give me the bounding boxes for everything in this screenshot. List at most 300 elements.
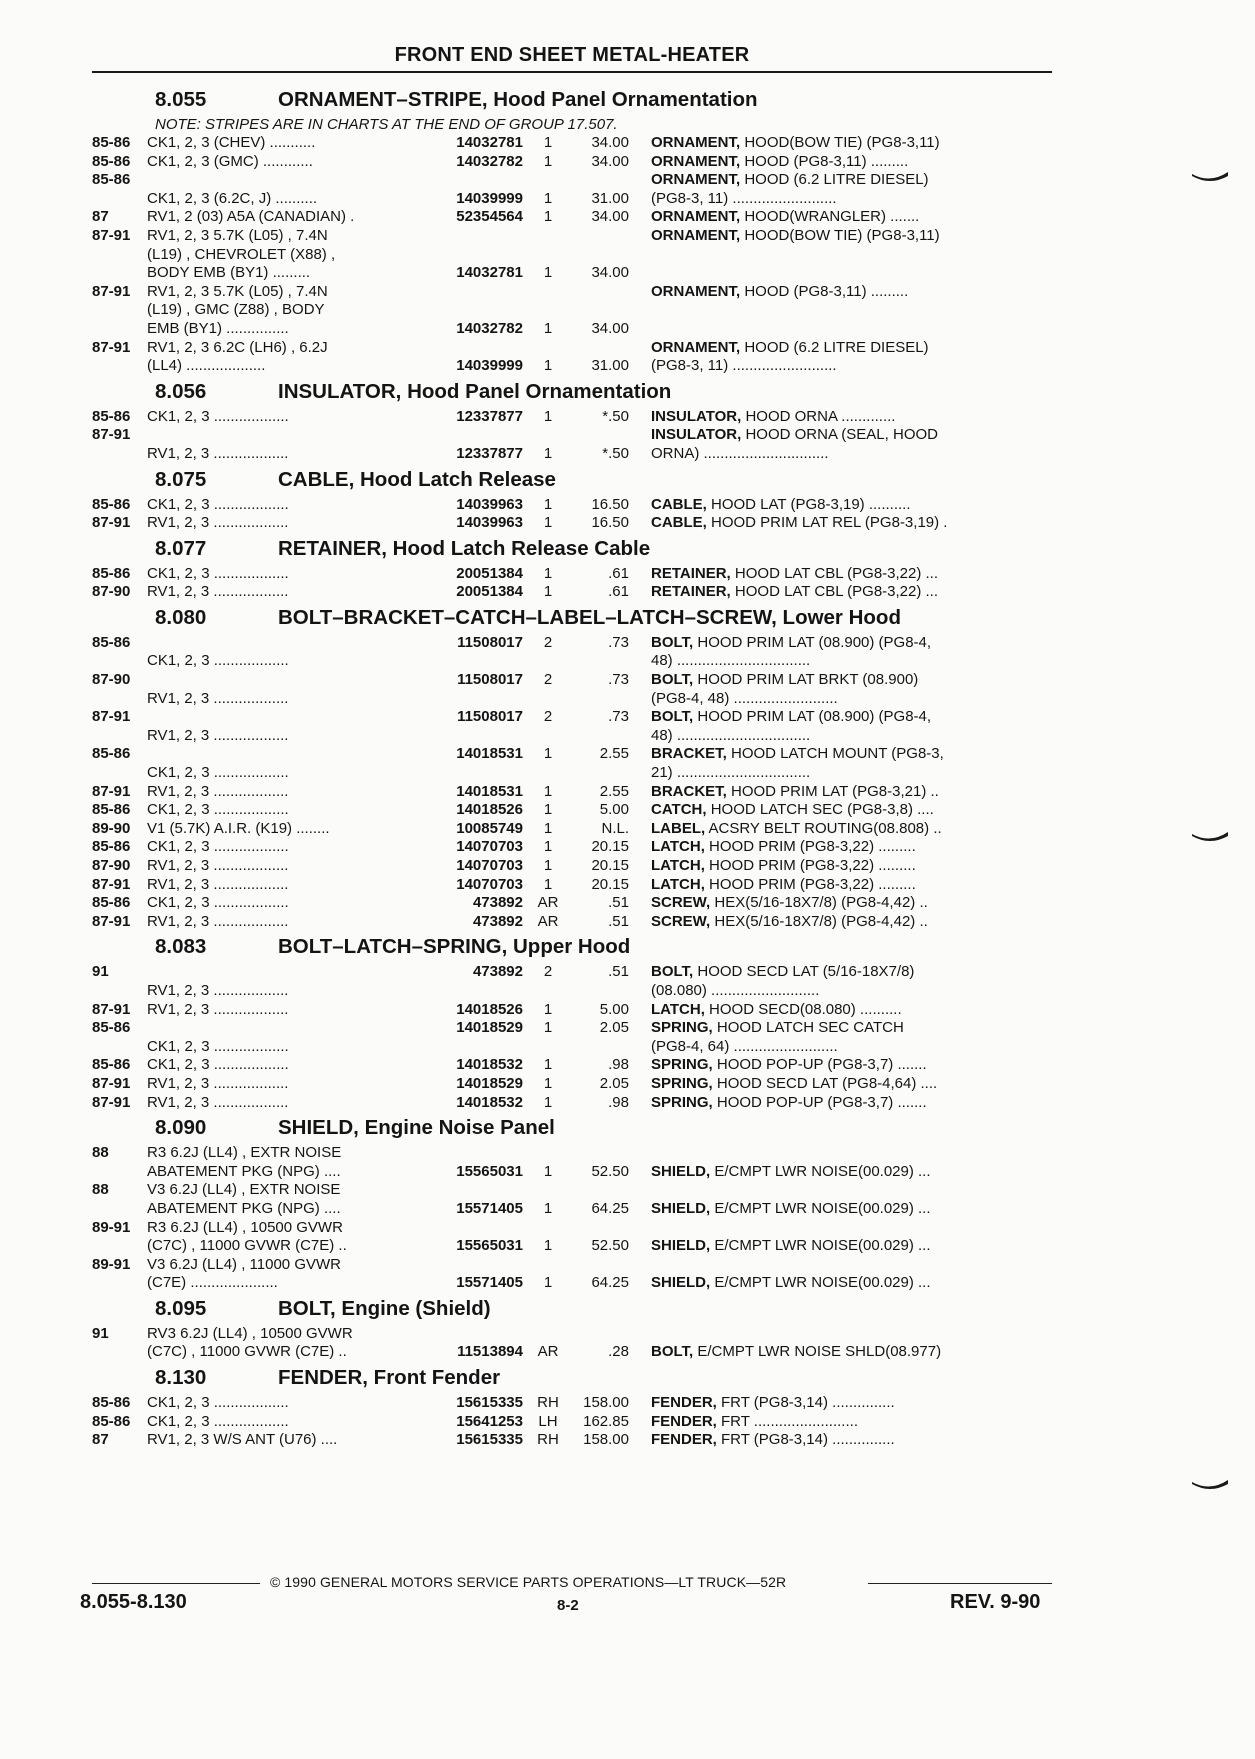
price: 158.00 bbox=[583, 1431, 629, 1449]
part-number: 14070703 bbox=[456, 875, 523, 893]
model-years: 91 bbox=[92, 1324, 109, 1342]
part-number: 14018532 bbox=[456, 1056, 523, 1074]
model-years: 87-91 bbox=[92, 912, 131, 930]
application-description: V3 6.2J (LL4) , EXTR NOISE ABATEMENT PKG (NPG) .... bbox=[147, 1181, 341, 1217]
part-name-detail: E/CMPT LWR NOISE(00.029) ... bbox=[710, 1162, 931, 1180]
part-name bbox=[651, 913, 1052, 932]
part-number: 14039963 bbox=[456, 514, 523, 532]
price: .73 bbox=[608, 671, 629, 689]
footer-rule-right bbox=[868, 1583, 1052, 1584]
price: .98 bbox=[608, 1093, 629, 1111]
part-name bbox=[651, 838, 1052, 857]
part-name-noun: ORNAMENT, bbox=[651, 134, 741, 151]
parts-row bbox=[92, 913, 1052, 932]
part-number: 14018532 bbox=[456, 1093, 523, 1111]
application-description: R3 6.2J (LL4) , EXTR NOISE ABATEMENT PKG (NPG) .... bbox=[147, 1144, 342, 1180]
application-description: CK1, 2, 3 .................. bbox=[147, 764, 289, 782]
part-number: 14070703 bbox=[456, 838, 523, 856]
part-name-noun: CABLE, bbox=[651, 514, 707, 532]
model-years: 87-91 bbox=[92, 1000, 131, 1018]
model-years: 85-86 bbox=[92, 838, 131, 856]
quantity: 1 bbox=[543, 1074, 553, 1092]
part-name bbox=[651, 339, 1052, 376]
part-name bbox=[651, 1413, 1052, 1432]
price: 5.00 bbox=[599, 801, 629, 819]
quantity: 1 bbox=[543, 152, 553, 170]
part-name-detail: HOOD (PG8-3,11) ......... bbox=[740, 152, 909, 170]
binder-hole-mark bbox=[1190, 1478, 1230, 1492]
parts-row bbox=[92, 1144, 1052, 1181]
price: .28 bbox=[608, 1343, 629, 1361]
parts-row bbox=[92, 565, 1052, 584]
quantity: 2 bbox=[543, 708, 553, 726]
price: 158.00 bbox=[583, 1394, 629, 1412]
part-name bbox=[651, 1001, 1052, 1020]
model-years: 87-91 bbox=[92, 875, 131, 893]
part-name-noun: INSULATOR, bbox=[651, 407, 742, 425]
quantity: 1 bbox=[543, 1056, 553, 1074]
part-name-detail: HOOD LAT (PG8-3,19) .......... bbox=[706, 495, 911, 513]
parts-row bbox=[92, 208, 1052, 227]
parts-row bbox=[92, 876, 1052, 895]
part-name bbox=[651, 496, 1052, 515]
model-years: 91 bbox=[92, 963, 109, 981]
application-description: RV1, 2, 3 .................. bbox=[147, 912, 289, 930]
model-years: 85-86 bbox=[92, 134, 131, 151]
quantity: 1 bbox=[543, 801, 553, 819]
part-number: 14018529 bbox=[456, 1019, 523, 1037]
quantity: 1 bbox=[543, 264, 553, 282]
part-number: 14032781 bbox=[456, 134, 523, 151]
footer-copyright: © 1990 GENERAL MOTORS SERVICE PARTS OPERATIONS—LT TRUCK—52R bbox=[270, 1574, 787, 1590]
part-name-detail: HOOD LATCH SEC (PG8-3,8) .... bbox=[706, 801, 934, 819]
part-name-noun: SHIELD, bbox=[651, 1237, 711, 1255]
application-description: RV1, 2, 3 .................. bbox=[147, 1074, 289, 1092]
quantity: 1 bbox=[543, 1093, 553, 1111]
quantity: RH bbox=[537, 1394, 559, 1412]
part-name bbox=[651, 408, 1052, 427]
quantity: 1 bbox=[543, 407, 553, 425]
part-name bbox=[651, 1237, 1052, 1256]
application-description: RV1, 2, 3 5.7K (L05) , 7.4N (L19) , GMC (Z88) , BODY EMB (BY1) ............... bbox=[147, 282, 328, 337]
part-name-detail: HOOD LATCH MOUNT (PG8-3, 21) ................................ bbox=[651, 745, 944, 782]
model-years: 88 bbox=[92, 1144, 109, 1162]
application-description: RV1, 2, 3 .................. bbox=[147, 981, 289, 999]
price: 16.50 bbox=[591, 514, 629, 532]
part-number: 11513894 bbox=[457, 1343, 523, 1361]
part-name-noun: ORNAMENT, bbox=[651, 152, 741, 170]
part-name-detail: HOOD (PG8-3,11) ......... bbox=[740, 282, 909, 300]
part-name bbox=[651, 783, 1052, 802]
part-number: 11508017 bbox=[457, 708, 523, 726]
part-name bbox=[651, 426, 1052, 463]
parts-row bbox=[92, 408, 1052, 427]
model-years: 85-86 bbox=[92, 1056, 131, 1074]
quantity: 1 bbox=[543, 514, 553, 532]
parts-row bbox=[92, 1394, 1052, 1413]
parts-row bbox=[92, 671, 1052, 708]
part-number: 473892 bbox=[472, 894, 523, 912]
part-number: 14018531 bbox=[456, 782, 523, 800]
price: 31.00 bbox=[591, 189, 629, 207]
application-description: CK1, 2, 3 .................. bbox=[147, 652, 289, 670]
part-name-noun: BOLT, bbox=[651, 708, 694, 726]
price: 16.50 bbox=[591, 495, 629, 513]
quantity: LH bbox=[538, 1412, 558, 1430]
part-name bbox=[651, 1056, 1052, 1075]
section-heading bbox=[92, 537, 1052, 565]
price: 2.55 bbox=[599, 782, 629, 800]
application-description: RV1, 2, 3 .................. bbox=[147, 1000, 289, 1018]
model-years: 89-91 bbox=[92, 1218, 131, 1236]
part-number: 14039999 bbox=[456, 357, 523, 375]
part-name bbox=[651, 227, 1052, 246]
part-name-noun: SPRING, bbox=[651, 1019, 713, 1037]
application-description: V3 6.2J (LL4) , 11000 GVWR (C7E) ..................... bbox=[147, 1255, 341, 1292]
model-years: 87-91 bbox=[92, 708, 131, 726]
application-description: CK1, 2, 3 .................. bbox=[147, 495, 289, 513]
price: 2.05 bbox=[599, 1074, 629, 1092]
price: 34.00 bbox=[591, 264, 629, 282]
section-number: 8.056 bbox=[155, 379, 207, 403]
parts-row bbox=[92, 496, 1052, 515]
price: .51 bbox=[608, 912, 629, 930]
quantity: 1 bbox=[543, 319, 553, 337]
part-name-detail: HOOD PRIM (PG8-3,22) ......... bbox=[704, 838, 916, 856]
part-name-detail: HOOD(BOW TIE) (PG8-3,11) bbox=[740, 134, 940, 151]
part-number: 12337877 bbox=[456, 407, 523, 425]
price: 34.00 bbox=[591, 152, 629, 170]
application-description: RV1, 2, 3 .................. bbox=[147, 1093, 289, 1111]
parts-row bbox=[92, 1413, 1052, 1432]
parts-row bbox=[92, 1219, 1052, 1256]
parts-row bbox=[92, 745, 1052, 782]
part-name-noun: ORNAMENT, bbox=[651, 338, 741, 356]
application-description: CK1, 2, 3 .................. bbox=[147, 801, 289, 819]
application-description: RV1, 2, 3 W/S ANT (U76) .... bbox=[147, 1431, 338, 1449]
part-name-noun: INSULATOR, bbox=[651, 426, 742, 444]
parts-row bbox=[92, 857, 1052, 876]
part-name-detail: HOOD PRIM LAT (PG8-3,21) .. bbox=[726, 782, 939, 800]
quantity: 1 bbox=[543, 444, 553, 462]
parts-row bbox=[92, 1001, 1052, 1020]
price: N.L. bbox=[601, 819, 629, 837]
part-name-noun: SCREW, bbox=[651, 894, 711, 912]
part-name-detail: E/CMPT LWR NOISE SHLD(08.977) bbox=[693, 1343, 942, 1361]
parts-row bbox=[92, 634, 1052, 671]
parts-row bbox=[92, 227, 1052, 283]
price: 64.25 bbox=[591, 1199, 629, 1217]
part-number: 14032782 bbox=[456, 319, 523, 337]
parts-row bbox=[92, 708, 1052, 745]
price: 2.05 bbox=[599, 1019, 629, 1037]
quantity: 1 bbox=[543, 819, 553, 837]
section-number: 8.083 bbox=[155, 935, 207, 959]
part-name bbox=[651, 1274, 1052, 1293]
parts-row bbox=[92, 514, 1052, 533]
footer-revision: REV. 9-90 bbox=[950, 1591, 1041, 1613]
part-name-noun: RETAINER, bbox=[651, 583, 731, 601]
part-number: 15565031 bbox=[456, 1237, 523, 1255]
quantity: AR bbox=[537, 894, 559, 912]
parts-row bbox=[92, 1056, 1052, 1075]
price: 2.55 bbox=[599, 745, 629, 763]
part-name-detail: HOOD LAT CBL (PG8-3,22) ... bbox=[730, 564, 939, 582]
quantity: 1 bbox=[543, 838, 553, 856]
parts-row bbox=[92, 426, 1052, 463]
part-name-detail: HOOD PRIM LAT REL (PG8-3,19) . bbox=[706, 514, 948, 532]
parts-row bbox=[92, 1256, 1052, 1293]
model-years: 85-86 bbox=[92, 1019, 131, 1037]
binder-hole-mark bbox=[1190, 830, 1230, 844]
part-name-noun: SCREW, bbox=[651, 912, 711, 930]
part-number: 14018526 bbox=[456, 1000, 523, 1018]
part-name-detail: HOOD SECD LAT (PG8-4,64) .... bbox=[712, 1074, 938, 1092]
application-description: R3 6.2J (LL4) , 10500 GVWR (C7C) , 11000 GVWR (C7E) .. bbox=[147, 1218, 347, 1255]
section-title: FENDER, Front Fender bbox=[278, 1366, 501, 1390]
quantity: AR bbox=[537, 1343, 559, 1361]
part-name bbox=[651, 801, 1052, 820]
part-name bbox=[651, 134, 1052, 153]
part-name-detail: FRT (PG8-3,14) ............... bbox=[716, 1394, 895, 1412]
model-years: 85-86 bbox=[92, 801, 131, 819]
parts-row bbox=[92, 1431, 1052, 1450]
part-name bbox=[651, 894, 1052, 913]
section-title: BOLT–LATCH–SPRING, Upper Hood bbox=[278, 935, 631, 959]
model-years: 85-86 bbox=[92, 745, 131, 763]
section-heading bbox=[92, 468, 1052, 496]
part-number: 14039999 bbox=[456, 189, 523, 207]
part-name-detail: E/CMPT LWR NOISE(00.029) ... bbox=[710, 1274, 931, 1292]
part-number: 15571405 bbox=[456, 1274, 523, 1292]
part-name bbox=[651, 565, 1052, 584]
part-name-detail: HOOD(WRANGLER) ....... bbox=[740, 208, 920, 226]
model-years: 85-86 bbox=[92, 152, 131, 170]
parts-row bbox=[92, 783, 1052, 802]
part-number: 14018526 bbox=[456, 801, 523, 819]
part-name bbox=[651, 876, 1052, 895]
part-name-detail: HOOD LATCH SEC CATCH (PG8-4, 64) ......................... bbox=[651, 1019, 904, 1055]
part-name bbox=[651, 283, 1052, 302]
part-name-detail: HOOD LAT CBL (PG8-3,22) ... bbox=[730, 583, 939, 601]
part-name bbox=[651, 708, 1052, 745]
section-heading bbox=[92, 606, 1052, 634]
section-heading bbox=[92, 1297, 1052, 1325]
model-years: 85-86 bbox=[92, 171, 131, 189]
part-number: 20051384 bbox=[456, 583, 523, 601]
part-name bbox=[651, 171, 1052, 208]
price: 34.00 bbox=[591, 208, 629, 226]
application-description: CK1, 2, 3 .................. bbox=[147, 1037, 289, 1055]
price: .73 bbox=[608, 633, 629, 651]
application-description: CK1, 2, 3 .................. bbox=[147, 894, 289, 912]
model-years: 85-86 bbox=[92, 1394, 131, 1412]
price: *.50 bbox=[602, 444, 629, 462]
part-number: 20051384 bbox=[456, 564, 523, 582]
quantity: 1 bbox=[543, 564, 553, 582]
quantity: 1 bbox=[543, 745, 553, 763]
model-years: 87-91 bbox=[92, 426, 131, 444]
quantity: 1 bbox=[543, 208, 553, 226]
page-title: FRONT END SHEET METAL-HEATER bbox=[394, 44, 750, 66]
part-name bbox=[651, 153, 1052, 172]
part-name bbox=[651, 820, 1052, 839]
part-name-detail: HEX(5/16-18X7/8) (PG8-4,42) .. bbox=[710, 894, 928, 912]
part-name-noun: ORNAMENT, bbox=[651, 282, 741, 300]
part-name-noun: SPRING, bbox=[651, 1056, 713, 1074]
part-name-noun: SPRING, bbox=[651, 1093, 713, 1111]
part-name-noun: LATCH, bbox=[651, 857, 705, 874]
model-years: 85-86 bbox=[92, 407, 131, 425]
part-name-detail: HOOD (6.2 LITRE DIESEL) (PG8-3, 11) ......................... bbox=[651, 171, 929, 207]
section-heading bbox=[92, 88, 1052, 116]
application-description: V1 (5.7K) A.I.R. (K19) ........ bbox=[147, 819, 330, 837]
model-years: 87-91 bbox=[92, 1074, 131, 1092]
parts-row bbox=[92, 153, 1052, 172]
part-name-noun: ORNAMENT, bbox=[651, 208, 741, 226]
part-name-detail: HOOD ORNA (SEAL, HOOD ORNA) .............................. bbox=[651, 426, 938, 462]
part-name-noun: BRACKET, bbox=[651, 745, 727, 763]
part-name-detail: ACSRY BELT ROUTING(08.808) .. bbox=[705, 819, 942, 837]
part-name bbox=[651, 1075, 1052, 1094]
section-heading bbox=[92, 380, 1052, 408]
model-years: 85-86 bbox=[92, 1412, 131, 1430]
model-years: 85-86 bbox=[92, 633, 131, 651]
price: .98 bbox=[608, 1056, 629, 1074]
footer-section-range: 8.055-8.130 bbox=[80, 1591, 187, 1613]
part-name-noun: SHIELD, bbox=[651, 1162, 711, 1180]
model-years: 87-91 bbox=[92, 782, 131, 800]
part-name bbox=[651, 745, 1052, 782]
application-description: RV1, 2, 3 .................. bbox=[147, 583, 289, 601]
quantity: 2 bbox=[543, 633, 553, 651]
part-number: 15641253 bbox=[456, 1412, 523, 1430]
section-number: 8.090 bbox=[155, 1116, 207, 1140]
part-name-noun: ORNAMENT, bbox=[651, 226, 741, 244]
part-number: 12337877 bbox=[456, 444, 523, 462]
application-description: RV1, 2, 3 .................. bbox=[147, 782, 289, 800]
part-name-detail: FRT (PG8-3,14) ............... bbox=[716, 1431, 895, 1449]
part-name-noun: SPRING, bbox=[651, 1074, 713, 1092]
part-name-noun: LATCH, bbox=[651, 875, 705, 893]
parts-row bbox=[92, 963, 1052, 1000]
application-description: CK1, 2, 3 .................. bbox=[147, 1056, 289, 1074]
part-name-detail: E/CMPT LWR NOISE(00.029) ... bbox=[710, 1199, 931, 1217]
part-name-noun: FENDER, bbox=[651, 1394, 717, 1412]
section-heading bbox=[92, 1116, 1052, 1144]
price: 5.00 bbox=[599, 1000, 629, 1018]
quantity: 1 bbox=[543, 357, 553, 375]
parts-row bbox=[92, 1019, 1052, 1056]
parts-row bbox=[92, 894, 1052, 913]
price: 52.50 bbox=[591, 1162, 629, 1180]
parts-row bbox=[92, 1325, 1052, 1362]
part-number: 52354564 bbox=[456, 208, 523, 226]
quantity: RH bbox=[537, 1431, 559, 1449]
quantity: 1 bbox=[543, 583, 553, 601]
binder-hole-mark bbox=[1190, 170, 1230, 184]
application-description: RV3 6.2J (LL4) , 10500 GVWR (C7C) , 11000 GVWR (C7E) .. bbox=[147, 1324, 353, 1361]
part-name-detail: HOOD (6.2 LITRE DIESEL) (PG8-3, 11) ......................... bbox=[651, 338, 929, 375]
part-name bbox=[651, 583, 1052, 602]
application-description: RV1, 2, 3 6.2C (LH6) , 6.2J (LL4) ................... bbox=[147, 338, 328, 375]
application-description: RV1, 2, 3 .................. bbox=[147, 875, 289, 893]
application-description: CK1, 2, 3 (CHEV) ........... bbox=[147, 134, 316, 151]
section-number: 8.055 bbox=[155, 88, 207, 111]
application-description: RV1, 2, 3 .................. bbox=[147, 857, 289, 874]
section-number: 8.095 bbox=[155, 1296, 207, 1320]
part-name-noun: ORNAMENT, bbox=[651, 171, 741, 189]
price: 64.25 bbox=[591, 1274, 629, 1292]
parts-row bbox=[92, 583, 1052, 602]
application-description: CK1, 2, 3 (GMC) ............ bbox=[147, 152, 313, 170]
part-name-detail: HOOD PRIM (PG8-3,22) ......... bbox=[704, 857, 916, 874]
part-name-detail: HOOD PRIM LAT (08.900) (PG8-4, 48) ................................ bbox=[651, 633, 932, 670]
price: .51 bbox=[608, 894, 629, 912]
model-years: 87-91 bbox=[92, 338, 131, 356]
part-name-detail: HOOD PRIM LAT (08.900) (PG8-4, 48) ................................ bbox=[651, 708, 932, 744]
section-title: SHIELD, Engine Noise Panel bbox=[278, 1116, 555, 1140]
parts-row bbox=[92, 171, 1052, 208]
quantity: 1 bbox=[543, 495, 553, 513]
part-name bbox=[651, 963, 1052, 1000]
part-name-detail: HOOD SECD LAT (5/16-18X7/8) (08.080) .......................... bbox=[651, 963, 915, 999]
price: *.50 bbox=[602, 407, 629, 425]
part-name bbox=[651, 1431, 1052, 1450]
part-number: 15571405 bbox=[456, 1199, 523, 1217]
application-description: CK1, 2, 3 .................. bbox=[147, 1412, 289, 1430]
quantity: 1 bbox=[543, 857, 553, 874]
part-number: 14032781 bbox=[456, 264, 523, 282]
parts-row bbox=[92, 801, 1052, 820]
part-name bbox=[651, 1394, 1052, 1413]
part-name bbox=[651, 514, 1052, 533]
part-name bbox=[651, 1019, 1052, 1056]
part-name-detail: HOOD(BOW TIE) (PG8-3,11) bbox=[740, 226, 940, 244]
header-rule bbox=[92, 71, 1052, 73]
section-title: RETAINER, Hood Latch Release Cable bbox=[278, 536, 651, 560]
part-name-noun: FENDER, bbox=[651, 1412, 717, 1430]
model-years: 87 bbox=[92, 208, 109, 226]
model-years: 89-90 bbox=[92, 819, 131, 837]
quantity: 1 bbox=[543, 782, 553, 800]
part-name-detail: HOOD ORNA ............. bbox=[741, 407, 896, 425]
part-number: 11508017 bbox=[457, 671, 523, 689]
part-name-noun: LATCH, bbox=[651, 1000, 705, 1018]
price: 52.50 bbox=[591, 1237, 629, 1255]
section-heading bbox=[92, 1366, 1052, 1394]
application-description: RV1, 2, 3 .................. bbox=[147, 444, 289, 462]
price: 20.15 bbox=[591, 875, 629, 893]
quantity: 1 bbox=[543, 1274, 553, 1292]
section-title: CABLE, Hood Latch Release bbox=[278, 467, 556, 491]
parts-row bbox=[92, 134, 1052, 153]
part-name-detail: HOOD PRIM (PG8-3,22) ......... bbox=[704, 875, 916, 893]
quantity: 1 bbox=[543, 1237, 553, 1255]
section-heading bbox=[92, 935, 1052, 963]
part-number: 14039963 bbox=[456, 495, 523, 513]
application-description: RV1, 2 (03) A5A (CANADIAN) . bbox=[147, 208, 355, 226]
part-name bbox=[651, 208, 1052, 227]
part-name-detail: E/CMPT LWR NOISE(00.029) ... bbox=[710, 1237, 931, 1255]
quantity: 2 bbox=[543, 963, 553, 981]
model-years: 87-91 bbox=[92, 282, 131, 300]
model-years: 89-91 bbox=[92, 1255, 131, 1273]
price: 20.15 bbox=[591, 838, 629, 856]
part-number: 14032782 bbox=[456, 152, 523, 170]
part-name bbox=[651, 1163, 1052, 1182]
section-note: NOTE: STRIPES ARE IN CHARTS AT THE END OF GROUP 17.507. bbox=[155, 116, 618, 133]
